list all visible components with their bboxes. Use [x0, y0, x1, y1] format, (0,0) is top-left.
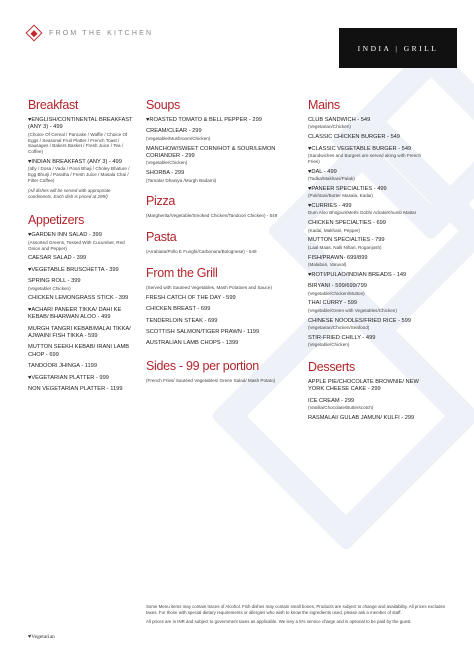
- menu-item-name: SCOTTISH SALMON/TIGER PRAWN - 1199: [146, 329, 260, 336]
- section-title: Soups: [146, 98, 180, 112]
- menu-item: [146, 318, 278, 325]
- menu-item: [146, 306, 278, 313]
- menu-item: [28, 278, 134, 291]
- menu-item-description: (Kadai, Makhani, Pepper): [308, 227, 361, 233]
- menu-item-description: (Assorted Greens, Tossed With Cucumber, Red Onion and Pepper): [28, 239, 125, 251]
- menu-item-name: MUTTON SPECIALTIES - 799: [308, 237, 385, 244]
- section-note: (All dishes will be served with appropriate condiments, Each dish is priced at 299/): [28, 187, 111, 199]
- menu-item-name: APPLE PIE/CHOCOLATE BROWNIE/ NEW YORK CHEESE CAKE - 299: [308, 379, 419, 393]
- menu-item: [308, 134, 434, 141]
- menu-item-name: THAI CURRY - 599: [308, 300, 358, 307]
- menu-section: [146, 230, 278, 255]
- menu-item-description: (Laal Maas, Nalli Nihari, Roganjosh): [308, 244, 382, 250]
- menu-item-description: (Served with Sauteed Vegetables, Mash Potatoes and Sauce): [146, 285, 272, 291]
- section-title: Pasta: [146, 230, 177, 245]
- menu-section: [146, 98, 278, 183]
- footer-notes: [146, 604, 456, 629]
- menu-item-description: (Pukhtani/Butter Masala, Kadai): [308, 193, 373, 199]
- menu-item-description: (Malabari, Varuval): [308, 262, 347, 268]
- menu-item-name: BIRYANI - 599/699/799: [308, 283, 367, 290]
- menu-item-name: CHINESE NOODLES/FRIED RICE - 599: [308, 317, 412, 324]
- section-title: Sides - 99 per portion: [146, 358, 259, 373]
- menu-item: [146, 340, 278, 347]
- menu-item: [146, 170, 278, 183]
- menu-item-description: (Vegetarian/Chicken/Seafood): [308, 325, 370, 331]
- header-tagline: FROM THE KITCHEN: [49, 29, 154, 37]
- menu-item-name: RASMALAI/ GULAB JAMUN/ KULFI - 299: [308, 415, 415, 422]
- menu-item-description: (Vegetable/Green with Vegetables/Chicken): [308, 307, 397, 313]
- menu-item: [28, 344, 134, 359]
- menu-item-name: ♥PANEER SPECIALTIES - 499: [308, 185, 387, 192]
- menu-item-name: ♥VEGETABLE BRUSCHETTA - 399: [28, 266, 119, 273]
- menu-item-name: ♥ROTI/PULAO/INDIAN BREADS - 149: [308, 271, 407, 278]
- menu-item-name: ♥CURRIES - 499: [308, 203, 352, 210]
- menu-item-name: TENDERLOIN STEAK - 699: [146, 317, 218, 324]
- menu-item-name: ♥INDIAN BREAKFAST (ANY 3) - 499: [28, 159, 122, 165]
- menu-item-description: Dum Aloo Bhojpuri/Methi Gobhi Adraki/Khumb Mattar: [308, 210, 417, 216]
- menu-item-description: (Vegetable/Mushroom/Chicken): [146, 135, 211, 141]
- menu-item: [28, 363, 134, 370]
- menu-item: [28, 295, 134, 302]
- menu-item: [146, 146, 278, 167]
- menu-item-description: (Tadka/Makhani/Palak): [308, 176, 355, 182]
- menu-item-name: CLUB SANDWICH - 549: [308, 117, 371, 123]
- menu-item-name: ♥ROASTED TOMATO & BELL PEPPER - 299: [146, 117, 262, 123]
- menu-item-name: MUTTON SEEKH KEBAB/ IRANI LAMB CHOP - 699: [28, 344, 130, 358]
- menu-item-name: MURGH TANGRI KEBAB/MALAI TIKKA/ AJWAINI FISH TIKKA - 599: [28, 325, 131, 340]
- menu-item: [146, 213, 278, 219]
- menu-section: [28, 213, 134, 393]
- menu-item-name: ♥ACHARI PANEER TIKKA/ DAHI KE KEBAB/ BHARWAN ALOO - 499: [28, 306, 122, 321]
- menu-item: [308, 415, 434, 422]
- menu-item: [308, 398, 434, 411]
- menu-column-right: [308, 98, 434, 431]
- menu-item-description: (Vegetable/Chicken/Mutton): [308, 290, 365, 296]
- section-title: Desserts: [308, 360, 355, 375]
- menu-item: [308, 146, 434, 165]
- menu-item: [308, 169, 434, 182]
- menu-item-name: STIR-FRIED CHILLY - 499: [308, 334, 376, 341]
- menu-item: [146, 285, 278, 291]
- menu-section: [308, 98, 434, 348]
- menu-item-description: (Choice Of Cereal / Pancake / Waffle / Choice Of Eggs / Seasonal Fruit Platter / French Toast / Sausages / Bakers Basket / Fresh Juice / Tea / Coffee): [28, 131, 128, 155]
- section-title: From the Grill: [146, 266, 218, 281]
- menu-item-description: (Vegetable/Chicken): [308, 342, 350, 348]
- menu-item-name: MANCHOW/SWEET CORN/HOT & SOUR/LEMON CORIANDER - 299: [146, 145, 276, 160]
- section-title: Mains: [308, 98, 340, 112]
- menu-item: [308, 186, 434, 199]
- menu-item-description: (Margherita/Vegetable/Smoked Chicken/Tandoori Chicken) - 549: [146, 213, 278, 219]
- menu-item-name: CLASSIC CHICKEN BURGER - 549: [308, 134, 400, 141]
- menu-item-name: NON VEGETARIAN PLATTER - 1199: [28, 386, 123, 393]
- menu-item-description: (French Fries/ Sautéed Vegetables/ Green Salad/ Mash Potato): [146, 377, 276, 383]
- menu-item-description: (Vegetarian/Chicken): [308, 124, 351, 130]
- menu-item-description: (Vegetable/ Chicken): [28, 285, 71, 291]
- menu-item-name: ♥GARDEN INN SALAD - 399: [28, 232, 102, 239]
- menu-item: [146, 295, 278, 302]
- menu-item-description: (Vanilla/Chocolate/Butterscotch): [308, 405, 374, 411]
- menu-item: [308, 379, 434, 394]
- header-bar: [28, 27, 153, 39]
- menu-item-name: FRESH CATCH OF THE DAY - 599: [146, 294, 236, 301]
- menu-item-name: ♥DAL - 499: [308, 168, 337, 175]
- section-title: Breakfast: [28, 98, 79, 112]
- vegetarian-legend: ♥Vegetarian: [28, 634, 55, 640]
- menu-item: [28, 255, 134, 262]
- menu-column-middle: [146, 98, 278, 395]
- menu-item: [28, 159, 134, 184]
- menu-item-name: CAESAR SALAD - 399: [28, 255, 87, 262]
- menu-item-description: (Arrabiata/Pollo E Funghi/Carbonara/Bolognese) - 549: [146, 249, 257, 255]
- menu-item-name: CHICKEN BREAST - 699: [146, 306, 211, 313]
- section-title: Appetizers: [28, 213, 85, 228]
- menu-item: [146, 329, 278, 336]
- menu-section: [146, 266, 278, 348]
- menu-item-name: CHICKEN SPECIALTIES - 699: [308, 220, 386, 227]
- diamond-logo-icon: [26, 25, 43, 42]
- menu-item: [146, 378, 278, 384]
- menu-item: [308, 203, 434, 216]
- menu-item-description: (Vegetable/Chicken): [146, 160, 188, 166]
- menu-item-description: (Sandwiches and Burgers are served along with French Fries): [308, 153, 422, 164]
- menu-item: [28, 307, 134, 322]
- menu-item: [146, 249, 278, 255]
- menu-item: [308, 335, 434, 348]
- menu-item: [28, 267, 134, 274]
- menu-item-name: SPRING ROLL - 399: [28, 278, 81, 285]
- menu-item: [308, 237, 434, 250]
- menu-item: [308, 272, 434, 279]
- menu-item: [308, 300, 434, 313]
- price-note: All prices are in INR and subject to government taxes as applicable. We levy a 5% service charge and is optional to be paid by the guest.: [146, 619, 412, 625]
- menu-item: [308, 117, 434, 130]
- menu-item-name: FISH/PRAWN- 699/899: [308, 254, 368, 261]
- menu-item: [28, 386, 134, 393]
- menu-section: [146, 359, 278, 384]
- brand-logo: [339, 28, 457, 68]
- menu-item: [28, 375, 134, 382]
- menu-item: [308, 220, 434, 233]
- menu-item: [146, 117, 278, 124]
- menu-section: [28, 98, 134, 199]
- allergen-note: Some Menu items may contain traces of Alcohol. Fish dishes may contain small bones. Products are subject to change and availability. All prices excludes taxes. For those with special dietary requirements or allergies who wish to know the ingredients used, please ask a member of staff.: [146, 604, 446, 615]
- menu-item: [28, 117, 134, 155]
- menu-item: [28, 232, 134, 251]
- menu-item-name: ICE CREAM - 299: [308, 397, 355, 404]
- menu-item-name: ♥VEGETARIAN PLATTER - 999: [28, 374, 109, 381]
- menu-item: [308, 318, 434, 331]
- menu-item: [308, 283, 434, 296]
- brand-name: INDIA | GRILL: [357, 43, 439, 53]
- menu-item-name: CHICKEN LEMONGRASS STICK - 399: [28, 295, 129, 302]
- menu-item-name: CREAM/CLEAR - 299: [146, 128, 202, 135]
- menu-item: [146, 128, 278, 141]
- menu-item-name: SHORBA - 299: [146, 170, 185, 177]
- menu-item-name: ♥CLASSIC VEGETABLE BURGER - 549: [308, 145, 412, 152]
- menu-item: [308, 255, 434, 268]
- menu-item: [28, 326, 134, 341]
- menu-section: [308, 360, 434, 422]
- menu-item-description: (Idly / Dosa / Vada / Poori Bhaji / Choley Bhature / Egg Bhurji / Paratha / Fresh Juice / Masala Chai / Filter Coffee): [28, 166, 130, 183]
- menu-item-name: AUSTRALIAN LAMB CHOPS - 1399: [146, 340, 239, 347]
- menu-item-name: TANDOORI JHINGA - 1199: [28, 363, 98, 370]
- menu-item-name: ♥ENGLISH/CONTINENTAL BREAKFAST (ANY 3) - 499: [28, 117, 133, 131]
- menu-section: [146, 194, 278, 219]
- menu-item-description: (Tamatar Dhaniya /Murgh Badami): [146, 177, 217, 183]
- section-title: Pizza: [146, 194, 176, 209]
- menu-column-left: [28, 98, 134, 402]
